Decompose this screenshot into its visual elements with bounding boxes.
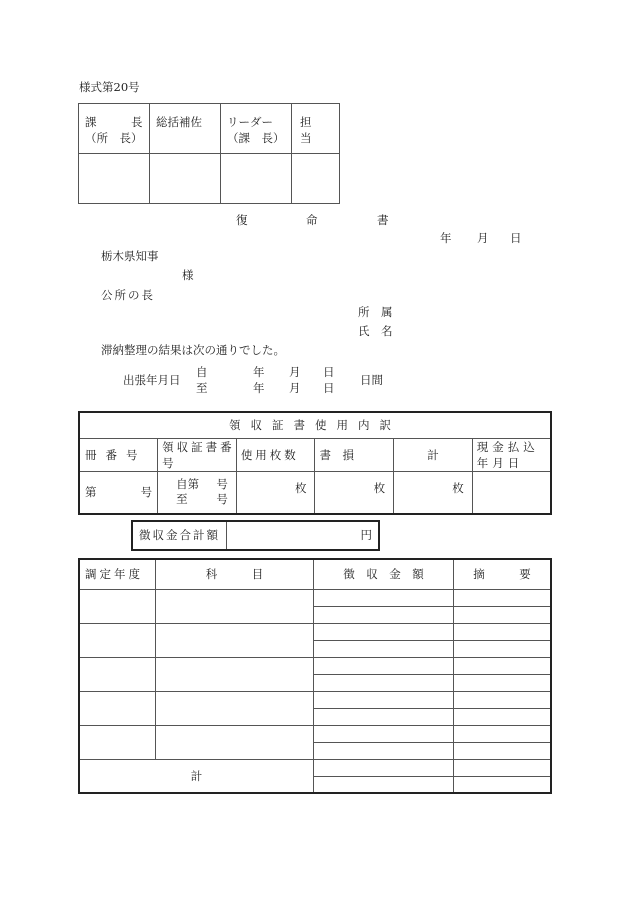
remarks-cell[interactable] bbox=[454, 776, 552, 793]
amount-cell[interactable] bbox=[314, 759, 454, 776]
amount-cell[interactable] bbox=[314, 606, 454, 623]
total-count-cell[interactable]: 枚 bbox=[394, 471, 473, 514]
remarks-cell[interactable] bbox=[454, 725, 552, 742]
trip-to-year: 年 bbox=[253, 381, 265, 395]
stamp-cell[interactable] bbox=[292, 154, 340, 204]
stamp-cell[interactable] bbox=[79, 154, 150, 204]
header-item: 科 目 bbox=[156, 559, 314, 589]
approval-header-leader: リーダー （課 長） bbox=[221, 104, 292, 154]
stamp-cell[interactable] bbox=[150, 154, 221, 204]
item-cell[interactable] bbox=[156, 725, 314, 759]
form-number: 様式第20号 bbox=[79, 80, 140, 94]
amount-cell[interactable] bbox=[314, 657, 454, 674]
detail-row bbox=[79, 623, 551, 640]
amount-cell[interactable] bbox=[314, 674, 454, 691]
fiscal-year-cell[interactable] bbox=[79, 725, 156, 759]
spoiled-cell[interactable]: 枚 bbox=[315, 471, 394, 514]
approval-header-staff: 担 当 bbox=[292, 104, 340, 154]
item-cell[interactable] bbox=[156, 691, 314, 725]
trip-label: 出張年月日 bbox=[123, 373, 181, 387]
header-used-count: 使用枚数 bbox=[236, 438, 315, 471]
remarks-cell[interactable] bbox=[454, 742, 552, 759]
trip-to-month: 月 bbox=[289, 381, 301, 395]
remarks-cell[interactable] bbox=[454, 708, 552, 725]
fiscal-year-cell[interactable] bbox=[79, 589, 156, 623]
header-total: 計 bbox=[394, 438, 473, 471]
collection-detail-table bbox=[78, 558, 552, 794]
trip-to: 至 bbox=[196, 381, 208, 395]
date-month: 月 bbox=[477, 231, 489, 245]
name-label: 氏 名 bbox=[358, 324, 393, 338]
payment-date-cell[interactable] bbox=[472, 471, 551, 514]
remarks-cell[interactable] bbox=[454, 759, 552, 776]
trip-from-day: 日 bbox=[323, 365, 335, 379]
remarks-cell[interactable] bbox=[454, 623, 552, 640]
detail-row bbox=[79, 759, 551, 776]
receipt-usage-table bbox=[78, 411, 552, 515]
date-day: 日 bbox=[510, 231, 522, 245]
intro-text: 滞納整理の結果は次の通りでした。 bbox=[101, 343, 285, 357]
trip-from-month: 月 bbox=[289, 365, 301, 379]
header-payment-date: 現金払込年月日 bbox=[472, 438, 551, 471]
approval-header-chief: 課 長 （所 長） bbox=[79, 104, 150, 154]
amount-cell[interactable] bbox=[314, 640, 454, 657]
collection-total-box bbox=[131, 520, 380, 551]
receipt-number-cell[interactable]: 自第 号 至 号 bbox=[158, 471, 237, 514]
total-label: 計 bbox=[79, 759, 314, 793]
remarks-cell[interactable] bbox=[454, 657, 552, 674]
date-year: 年 bbox=[440, 231, 452, 245]
header-amount: 徴 収 金 額 bbox=[314, 559, 454, 589]
item-cell[interactable] bbox=[156, 623, 314, 657]
honorific: 様 bbox=[182, 268, 194, 282]
header-spoiled: 書 損 bbox=[315, 438, 394, 471]
amount-cell[interactable] bbox=[314, 691, 454, 708]
remarks-cell[interactable] bbox=[454, 691, 552, 708]
trip-to-day: 日 bbox=[323, 381, 335, 395]
amount-cell[interactable] bbox=[314, 708, 454, 725]
trip-from: 自 bbox=[196, 365, 208, 379]
title-char: 命 bbox=[306, 213, 318, 227]
remarks-cell[interactable] bbox=[454, 640, 552, 657]
stamp-cell[interactable] bbox=[221, 154, 292, 204]
fiscal-year-cell[interactable] bbox=[79, 691, 156, 725]
trip-from-year: 年 bbox=[253, 365, 265, 379]
remarks-cell[interactable] bbox=[454, 674, 552, 691]
detail-row bbox=[79, 725, 551, 742]
fiscal-year-cell[interactable] bbox=[79, 623, 156, 657]
receipt-table-title: 領収証書使用内訳 bbox=[79, 412, 551, 438]
remarks-cell[interactable] bbox=[454, 589, 552, 606]
amount-cell[interactable] bbox=[314, 623, 454, 640]
approval-stamp-table bbox=[78, 103, 346, 204]
trip-days: 日間 bbox=[360, 373, 383, 387]
collection-total-label: 徴収金合計額 bbox=[139, 528, 220, 542]
addressee: 栃木県知事 bbox=[101, 249, 159, 263]
header-receipt-number: 領収証書番号 bbox=[158, 438, 237, 471]
item-cell[interactable] bbox=[156, 589, 314, 623]
item-cell[interactable] bbox=[156, 657, 314, 691]
approval-header-deputy: 総括補佐 bbox=[150, 104, 221, 154]
header-book-number: 冊番号 bbox=[79, 438, 158, 471]
title-char: 書 bbox=[377, 213, 389, 227]
collection-total-unit[interactable]: 円 bbox=[360, 528, 372, 542]
addressee-2: 公所の長 bbox=[101, 288, 155, 302]
amount-cell[interactable] bbox=[314, 742, 454, 759]
fiscal-year-cell[interactable] bbox=[79, 657, 156, 691]
book-number-cell[interactable]: 第 号 bbox=[79, 471, 158, 514]
detail-row bbox=[79, 657, 551, 674]
detail-row bbox=[79, 589, 551, 606]
used-count-cell[interactable]: 枚 bbox=[236, 471, 315, 514]
affiliation-label: 所 属 bbox=[358, 305, 393, 319]
header-fiscal-year: 調定年度 bbox=[79, 559, 156, 589]
amount-cell[interactable] bbox=[314, 589, 454, 606]
collection-total-divider bbox=[226, 522, 227, 549]
remarks-cell[interactable] bbox=[454, 606, 552, 623]
title-char: 復 bbox=[236, 213, 248, 227]
header-remarks: 摘 要 bbox=[454, 559, 552, 589]
amount-cell[interactable] bbox=[314, 776, 454, 793]
amount-cell[interactable] bbox=[314, 725, 454, 742]
detail-row bbox=[79, 691, 551, 708]
